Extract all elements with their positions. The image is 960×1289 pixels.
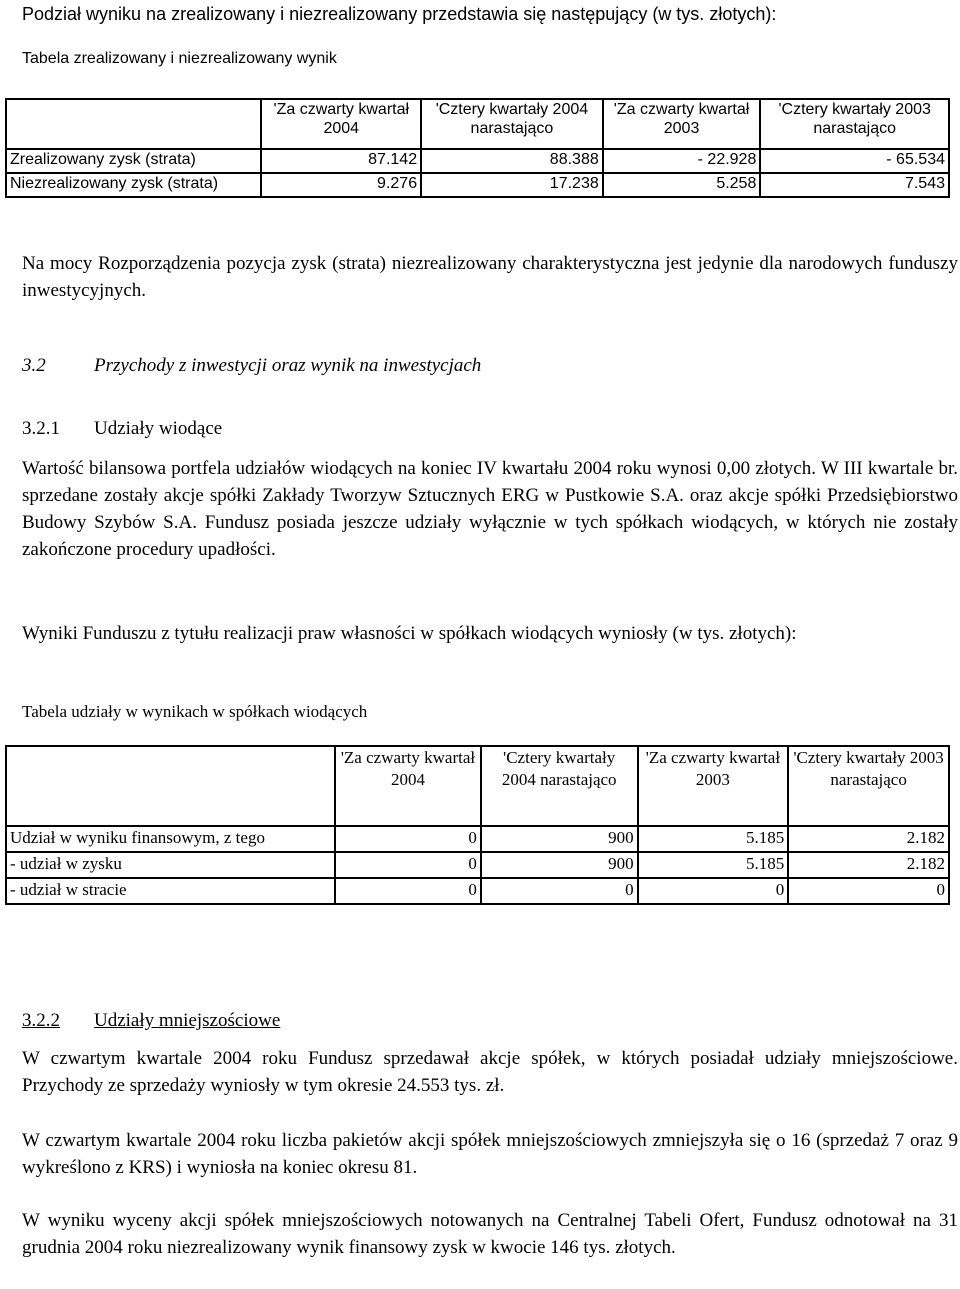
table-cell: 5.185 [638,826,789,852]
section-title: Udziały wiodące [94,418,223,439]
paragraph-minority-count: W czwartym kwartale 2004 roku liczba pakietów akcji spółek mniejszościowych zmniejszyła się o 16 (sprzedaż 7 oraz 9 wykreślono z KRS) i wyniosła na koniec okresu 81. [22,1130,958,1178]
table-header-cell: 'Za czwarty kwartał 2003 [603,99,761,149]
section-heading-3-2-1 [22,415,222,442]
intro-text: Podział wyniku na zrealizowany i niezrealizowany przedstawia się następujący (w tys. złotych): [22,4,777,24]
section-title: Przychody z inwestycji oraz wynik na inwestycjach [94,355,482,376]
table-row [6,852,949,878]
table-cell: 9.276 [261,173,421,197]
paragraph-minority-valuation: W wyniku wyceny akcji spółek mniejszościowych notowanych na Centralnej Tabeli Ofert, Fundusz odnotował na 31 grudnia 2004 roku niezrealizowany wynik finansowy zysk w kwocie 146 tys. złotych. [22,1210,958,1258]
row-label: Niezrealizowany zysk (strata) [6,173,261,197]
table-cell: 900 [481,826,638,852]
table-cell: 5.185 [638,852,789,878]
row-label: Zrealizowany zysk (strata) [6,149,261,173]
table-header-cell [6,746,335,826]
paragraph-minority-sales: W czwartym kwartale 2004 roku Fundusz sprzedawał akcje spółek, w których posiadał udziały mniejszościowe. Przychody ze sprzedaży wyniosły w tym okresie 24.553 tys. zł. [22,1048,958,1096]
table-row [6,826,949,852]
table-cell: 2.182 [788,852,949,878]
paragraph-results-intro: Wyniki Funduszu z tytułu realizacji praw własności w spółkach wiodących wyniosły (w tys. złotych): [22,623,797,644]
table-header-row [6,99,949,149]
section-heading-3-2-2 [22,1007,280,1034]
table-cell: 0 [335,878,481,904]
table-cell: 0 [638,878,789,904]
row-label: Udział w wyniku finansowym, z tego [6,826,335,852]
table2-caption: Tabela udziały w wynikach w spółkach wiodących [22,702,368,721]
table-header-cell: 'Cztery kwartały 2003 narastająco [760,99,949,149]
row-label: - udział w stracie [6,878,335,904]
table-cell: 5.258 [603,173,761,197]
paragraph-leading-shares: Wartość bilansowa portfela udziałów wiodących na koniec IV kwartału 2004 roku wynosi 0,00 złotych. W III kwartale br. sprzedane zostały akcje spółki Zakłady Tworzyw Sztucznych ERG w Pustkowie S.A. oraz akcje spółki Przedsiębiorstwo Budowy Szybów S.A. Fundusz posiada jeszcze udziały wyłącznie w tych spółkach wiodących, w których nie zostały zakończone procedury upadłości. [22,458,958,560]
row-label: - udział w zysku [6,852,335,878]
table-header-cell: 'Cztery kwartały 2004 narastająco [481,746,638,826]
section-heading-3-2 [22,352,481,379]
section-number: 3.2.2 [22,1010,60,1031]
result-split-table [5,98,950,198]
table-cell: 900 [481,852,638,878]
table-cell: 0 [335,852,481,878]
note-paragraph: Na mocy Rozporządzenia pozycja zysk (strata) niezrealizowany charakterystyczna jest jedynie dla narodowych funduszy inwestycyjnych. [22,253,958,301]
table-cell: - 65.534 [760,149,949,173]
table-cell: 0 [335,826,481,852]
table-header-cell [6,99,261,149]
table-cell: 17.238 [421,173,603,197]
table-cell: 2.182 [788,826,949,852]
leading-shares-results-table [5,745,950,905]
table-header-cell: 'Za czwarty kwartał 2003 [638,746,789,826]
table-header-cell: 'Cztery kwartały 2004 narastająco [421,99,603,149]
table-header-row [6,746,949,826]
table-cell: 87.142 [261,149,421,173]
table-cell: 88.388 [421,149,603,173]
table-cell: - 22.928 [603,149,761,173]
section-title: Udziały mniejszościowe [94,1010,281,1031]
table-row [6,149,949,173]
table-cell: 0 [788,878,949,904]
table1-caption: Tabela zrealizowany i niezrealizowany wynik [22,50,337,67]
table-row [6,878,949,904]
section-number: 3.2.1 [22,418,60,439]
table-row [6,173,949,197]
table-cell: 7.543 [760,173,949,197]
table-cell: 0 [481,878,638,904]
section-number: 3.2 [22,355,46,376]
table-header-cell: 'Cztery kwartały 2003 narastająco [788,746,949,826]
table-header-cell: 'Za czwarty kwartał 2004 [261,99,421,149]
table-header-cell: 'Za czwarty kwartał 2004 [335,746,481,826]
